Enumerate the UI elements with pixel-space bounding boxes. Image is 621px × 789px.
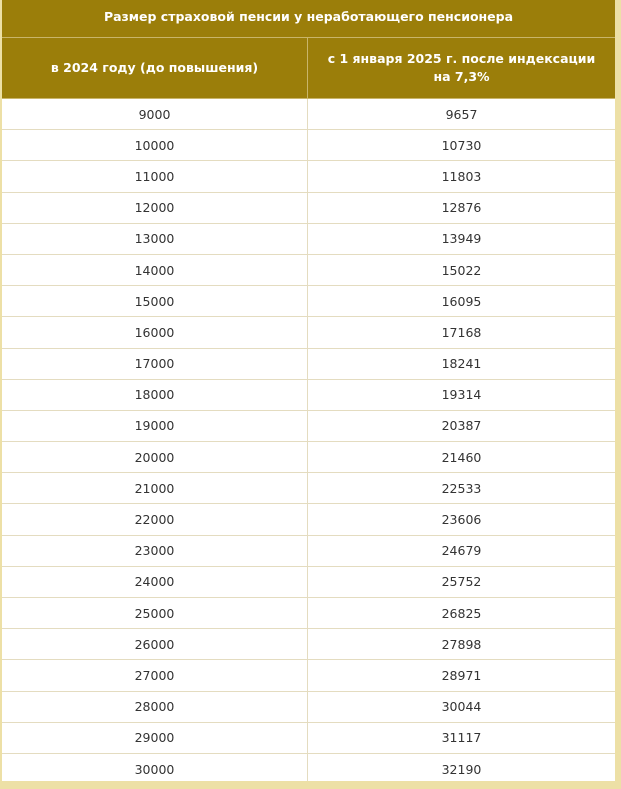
cell-2025-amount: 16095 <box>441 293 482 309</box>
cell-2024-amount: 29000 <box>2 723 308 753</box>
cell-2024-amount: 12000 <box>2 193 308 223</box>
table-row <box>2 411 615 442</box>
table-row <box>2 754 615 781</box>
table-row <box>2 349 615 380</box>
table-row <box>2 224 615 255</box>
cell-2025-amount: 31117 <box>441 730 482 746</box>
table-row <box>2 504 615 535</box>
table-row <box>2 473 615 504</box>
cell-2025-amount: 13949 <box>441 231 482 247</box>
cell-2025-amount: 26825 <box>441 605 482 621</box>
table-row <box>2 255 615 286</box>
cell-2025-amount: 24679 <box>441 543 482 559</box>
cell-2025-amount: 25752 <box>441 574 482 590</box>
cell-2025-amount: 9657 <box>445 106 478 122</box>
table-row <box>2 286 615 317</box>
cell-2024-amount: 27000 <box>2 660 308 690</box>
table-row <box>2 536 615 567</box>
cell-2024-amount: 26000 <box>2 629 308 659</box>
table-row <box>2 161 615 192</box>
cell-2024-amount: 23000 <box>2 536 308 566</box>
table-row <box>2 99 615 130</box>
cell-2025-amount: 30044 <box>441 699 482 715</box>
cell-2025-amount: 18241 <box>441 356 482 372</box>
cell-2025-amount: 27898 <box>441 636 482 652</box>
cell-2025-amount: 28971 <box>441 667 482 683</box>
table-title: Размер страховой пенсии у неработающего пенсионера <box>2 0 615 38</box>
cell-2024-amount: 20000 <box>2 442 308 472</box>
cell-2024-amount: 17000 <box>2 349 308 379</box>
cell-2025-amount: 11803 <box>441 168 482 184</box>
cell-2024-amount: 22000 <box>2 504 308 534</box>
cell-2025-amount: 12876 <box>441 200 482 216</box>
table-row <box>2 442 615 473</box>
cell-2024-amount: 24000 <box>2 567 308 597</box>
table-body <box>2 99 615 781</box>
cell-2025-amount: 32190 <box>441 761 482 777</box>
table-row <box>2 193 615 224</box>
cell-2025-amount: 23606 <box>441 512 482 528</box>
cell-2024-amount: 13000 <box>2 224 308 254</box>
table-row <box>2 723 615 754</box>
cell-2024-amount: 25000 <box>2 598 308 628</box>
table-row <box>2 380 615 411</box>
cell-2025-amount: 20387 <box>441 418 482 434</box>
cell-2024-amount: 18000 <box>2 380 308 410</box>
cell-2025-amount: 22533 <box>441 480 482 496</box>
table-row <box>2 629 615 660</box>
table-row <box>2 317 615 348</box>
cell-2024-amount: 15000 <box>2 286 308 316</box>
cell-2025-amount: 21460 <box>441 449 482 465</box>
pension-table <box>2 0 615 781</box>
table-row <box>2 567 615 598</box>
cell-2024-amount: 21000 <box>2 473 308 503</box>
header-row <box>2 38 615 99</box>
cell-2024-amount: 10000 <box>2 130 308 160</box>
column-header-2024: в 2024 году (до повышения) <box>2 38 308 98</box>
cell-2024-amount: 11000 <box>2 161 308 191</box>
column-header-2025: с 1 января 2025 г. после индексации на 7,3% <box>327 51 596 84</box>
table-row <box>2 130 615 161</box>
table-row <box>2 660 615 691</box>
cell-2024-amount: 16000 <box>2 317 308 347</box>
table-row <box>2 598 615 629</box>
cell-2024-amount: 28000 <box>2 692 308 722</box>
cell-2025-amount: 17168 <box>441 324 482 340</box>
table-row <box>2 692 615 723</box>
cell-2024-amount: 30000 <box>2 754 308 781</box>
cell-2024-amount: 14000 <box>2 255 308 285</box>
cell-2025-amount: 19314 <box>441 387 482 403</box>
cell-2025-amount: 10730 <box>441 137 482 153</box>
cell-2024-amount: 19000 <box>2 411 308 441</box>
cell-2024-amount: 9000 <box>2 99 308 129</box>
cell-2025-amount: 15022 <box>441 262 482 278</box>
